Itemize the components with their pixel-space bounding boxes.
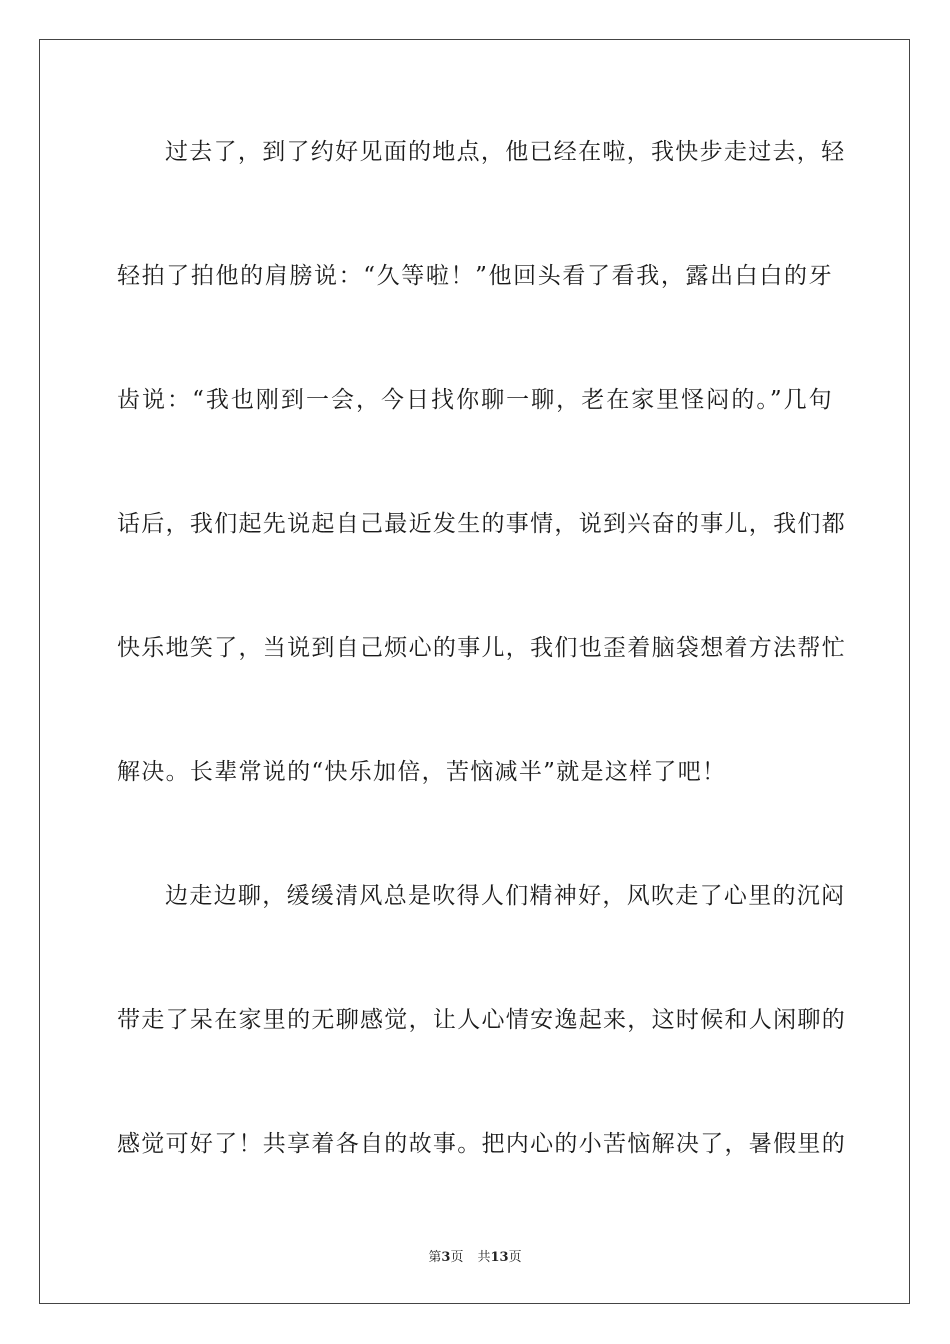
paragraph-line: 解决。长辈常说的“快乐加倍，苦恼减半”就是这样了吧！: [117, 759, 727, 785]
paragraph-line: 感觉可好了！共享着各自的故事。把内心的小苦恼解决了，暑假里的: [117, 1131, 846, 1157]
paragraph-line: 带走了呆在家里的无聊感觉，让人心情安逸起来，这时候和人闲聊的: [117, 1007, 846, 1033]
current-page-number: 3: [441, 1250, 451, 1265]
page-suffix: 页: [450, 1250, 464, 1265]
paragraph-line: 轻拍了拍他的肩膀说：“久等啦！”他回头看了看我，露出白白的牙: [117, 263, 833, 289]
paragraph-line: 边走边聊，缓缓清风总是吹得人们精神好，风吹走了心里的沉闷: [165, 883, 846, 909]
paragraph-line: 过去了，到了约好见面的地点，他已经在啦，我快步走过去，轻: [165, 139, 846, 165]
page-footer: [0, 1246, 950, 1265]
page-prefix: 第: [428, 1250, 442, 1265]
total-suffix: 页: [508, 1250, 522, 1265]
total-pages-number: 13: [490, 1250, 509, 1265]
paragraph-line: 话后，我们起先说起自己最近发生的事情，说到兴奋的事儿，我们都: [117, 511, 846, 537]
total-prefix: 共: [477, 1250, 491, 1265]
page-border: [39, 39, 910, 1304]
paragraph-line: 齿说：“我也刚到一会，今日找你聊一聊，老在家里怪闷的。”几句: [117, 387, 833, 413]
paragraph-line: 快乐地笑了，当说到自己烦心的事儿，我们也歪着脑袋想着方法帮忙: [117, 635, 846, 661]
